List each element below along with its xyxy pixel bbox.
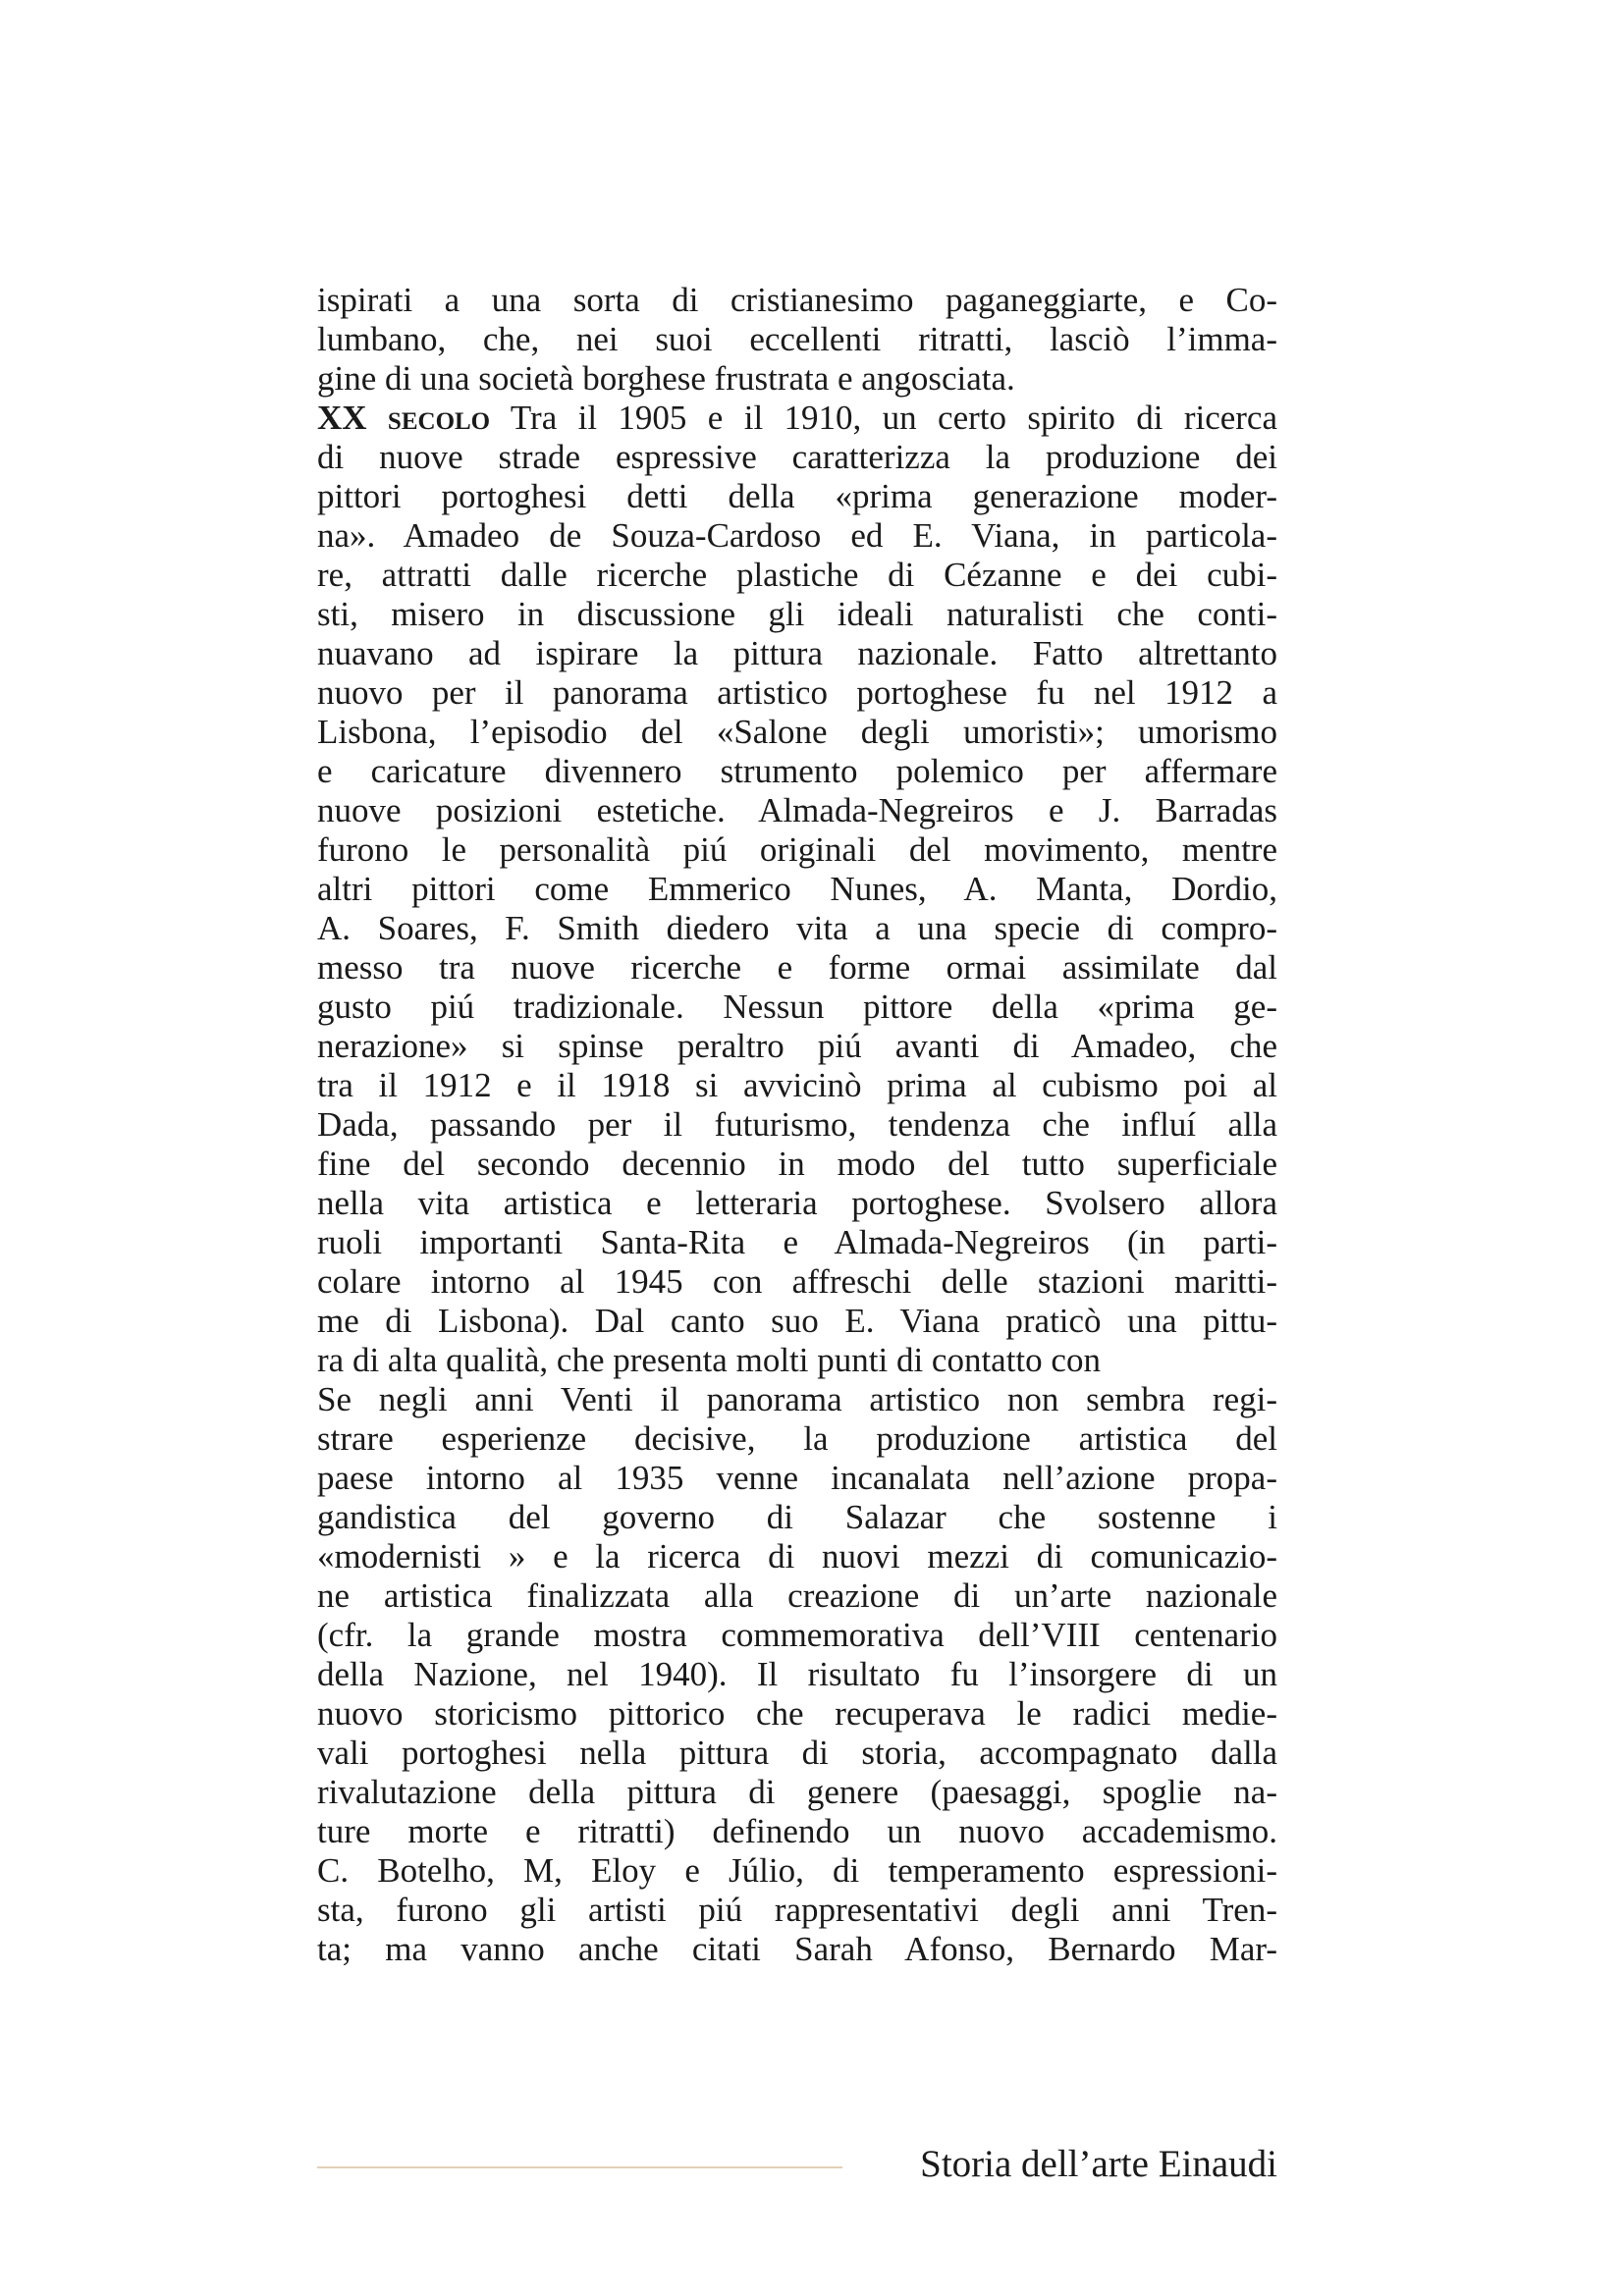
- text-line: nuovo storicismo pittorico che recuperava le radici medie-: [317, 1694, 1277, 1733]
- text-line: me di Lisbona). Dal canto suo E. Viana praticò una pittu-: [317, 1302, 1277, 1340]
- footer-divider: [317, 2166, 842, 2168]
- text-line: furono le personalità piú originali del movimento, mentre: [317, 830, 1277, 869]
- text-line: Dada, passando per il futurismo, tendenza che influí alla: [317, 1105, 1277, 1144]
- text-line: nerazione» si spinse peraltro piú avanti di Amadeo, che: [317, 1027, 1277, 1065]
- text-line: nuavano ad ispirare la pittura nazionale. Fatto altrettanto: [317, 634, 1277, 672]
- text-line: tra il 1912 e il 1918 si avvicinò prima al cubismo poi al: [317, 1066, 1277, 1104]
- text-line: ture morte e ritratti) definendo un nuovo accademismo.: [317, 1812, 1277, 1850]
- text-line: altri pittori come Emmerico Nunes, A. Manta, Dordio,: [317, 870, 1277, 908]
- text-line-rest: Tra il 1905 e il 1910, un certo spirito di ricerca: [490, 399, 1277, 437]
- text-line: fine del secondo decennio in modo del tutto superficiale: [317, 1145, 1277, 1183]
- text-line: pittori portoghesi detti della «prima generazione moder-: [317, 477, 1277, 515]
- text-line: ta; ma vanno anche citati Sarah Afonso, Bernardo Mar-: [317, 1930, 1277, 1968]
- text-line: sti, misero in discussione gli ideali naturalisti che conti-: [317, 595, 1277, 633]
- text-line: C. Botelho, M, Eloy e Júlio, di temperamento espressioni-: [317, 1851, 1277, 1890]
- text-line: gusto piú tradizionale. Nessun pittore della «prima ge-: [317, 988, 1277, 1026]
- text-line: nuovo per il panorama artistico portoghese fu nel 1912 a: [317, 673, 1277, 712]
- text-line: ispirati a una sorta di cristianesimo paganeggiarte, e Co-: [317, 281, 1277, 319]
- text-line: nuove posizioni estetiche. Almada-Negreiros e J. Barradas: [317, 791, 1277, 829]
- body-text: [317, 281, 1277, 1969]
- text-line: vali portoghesi nella pittura di storia, accompagnato dalla: [317, 1734, 1277, 1772]
- text-line: e caricature divennero strumento polemico per affermare: [317, 752, 1277, 790]
- footer-book-title: Storia dell’arte Einaudi: [920, 2143, 1277, 2185]
- text-line: lumbano, che, nei suoi eccellenti ritratti, lasciò l’imma-: [317, 320, 1277, 358]
- text-line: ruoli importanti Santa-Rita e Almada-Negreiros (in parti-: [317, 1223, 1277, 1261]
- text-line: ne artistica finalizzata alla creazione di un’arte nazionale: [317, 1576, 1277, 1615]
- text-line: re, attratti dalle ricerche plastiche di Cézanne e dei cubi-: [317, 556, 1277, 594]
- text-line: gine di una società borghese frustrata e angosciata.: [317, 359, 1015, 398]
- text-line: gandistica del governo di Salazar che sostenne i: [317, 1498, 1277, 1536]
- text-line: di nuove strade espressive caratterizza la produzione dei: [317, 438, 1277, 476]
- text-line: Se negli anni Venti il panorama artistico non sembra regi-: [317, 1380, 1277, 1418]
- section-first-line: [317, 399, 1277, 438]
- text-line: messo tra nuove ricerche e forme ormai assimilate dal: [317, 948, 1277, 987]
- text-line: A. Soares, F. Smith diedero vita a una specie di compro-: [317, 909, 1277, 947]
- section-heading: XX secolo: [317, 399, 491, 437]
- text-line: (cfr. la grande mostra commemorativa dell’VIII centenario: [317, 1616, 1277, 1654]
- text-line: ra di alta qualità, che presenta molti punti di contatto con: [317, 1341, 1101, 1379]
- text-line: na». Amadeo de Souza-Cardoso ed E. Viana, in particola-: [317, 516, 1277, 555]
- text-line: paese intorno al 1935 venne incanalata nell’azione propa-: [317, 1459, 1277, 1497]
- text-line: «modernisti » e la ricerca di nuovi mezzi di comunicazio-: [317, 1537, 1277, 1575]
- text-line: strare esperienze decisive, la produzione artistica del: [317, 1419, 1277, 1458]
- text-line: della Nazione, nel 1940). Il risultato fu l’insorgere di un: [317, 1655, 1277, 1693]
- text-line: rivalutazione della pittura di genere (paesaggi, spoglie na-: [317, 1773, 1277, 1811]
- text-line: Lisbona, l’episodio del «Salone degli umoristi»; umorismo: [317, 713, 1277, 751]
- text-line: nella vita artistica e letteraria portoghese. Svolsero allora: [317, 1184, 1277, 1222]
- text-line: sta, furono gli artisti piú rappresentativi degli anni Tren-: [317, 1891, 1277, 1929]
- text-line: colare intorno al 1945 con affreschi delle stazioni maritti-: [317, 1262, 1277, 1301]
